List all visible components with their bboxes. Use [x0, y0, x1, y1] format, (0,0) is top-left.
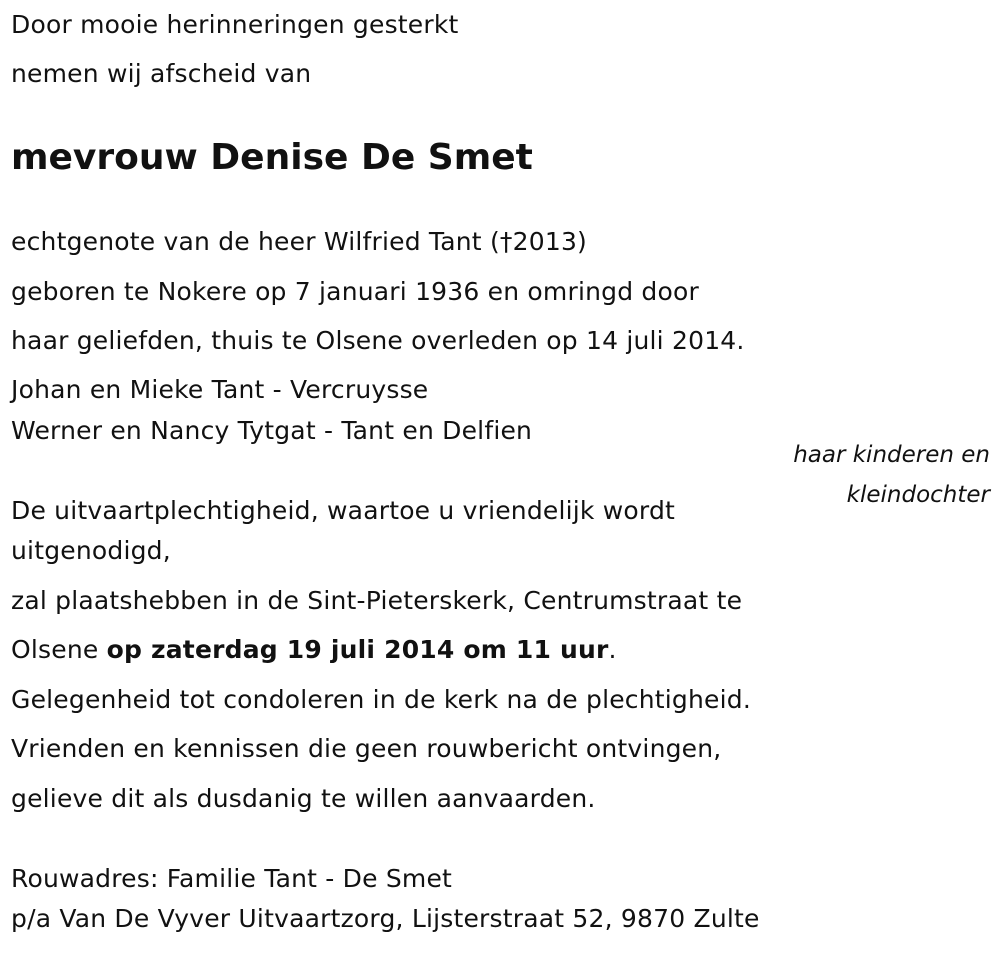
funeral-line-2: uitgenodigd,	[11, 536, 171, 565]
funeral-line-4	[11, 635, 617, 665]
funeral-line-6: Vrienden en kennissen die geen rouwbericht ontvingen,	[11, 734, 722, 763]
family-caption-line-1: haar kinderen en	[793, 442, 990, 468]
funeral-line-5: Gelegenheid tot condoleren in de kerk na de plechtigheid.	[11, 685, 751, 714]
spouse-suffix: 2013)	[512, 227, 588, 256]
address-line-2: p/a Van De Vyver Uitvaartzorg, Lijsterstraat 52, 9870 Zulte	[11, 904, 760, 933]
family-line-2: Werner en Nancy Tytgat - Tant en Delfien	[11, 416, 533, 445]
intro-line-2: nemen wij afscheid van	[11, 59, 312, 88]
intro-line-1: Door mooie herinneringen gesterkt	[11, 10, 459, 39]
spouse-line	[11, 227, 587, 257]
death-line: haar geliefden, thuis te Olsene overleden op 14 juli 2014.	[11, 326, 745, 355]
funeral-period: .	[608, 635, 617, 664]
cross-icon: †	[499, 227, 513, 256]
funeral-line-3: zal plaatshebben in de Sint-Pieterskerk, Centrumstraat te	[11, 586, 743, 615]
funeral-place: Olsene	[11, 635, 107, 664]
family-caption-line-2: kleindochter	[846, 482, 990, 508]
spouse-prefix: echtgenote van de heer Wilfried Tant (	[11, 227, 500, 256]
funeral-line-1: De uitvaartplechtigheid, waartoe u vriendelijk wordt	[11, 496, 676, 525]
birth-line: geboren te Nokere op 7 januari 1936 en omringd door	[11, 277, 699, 306]
funeral-datetime: op zaterdag 19 juli 2014 om 11 uur	[106, 635, 609, 664]
family-line-1: Johan en Mieke Tant - Vercruysse	[11, 375, 429, 404]
funeral-line-7: gelieve dit als dusdanig te willen aanvaarden.	[11, 784, 596, 813]
deceased-name: mevrouw Denise De Smet	[11, 137, 533, 178]
address-line-1: Rouwadres: Familie Tant - De Smet	[11, 864, 453, 893]
